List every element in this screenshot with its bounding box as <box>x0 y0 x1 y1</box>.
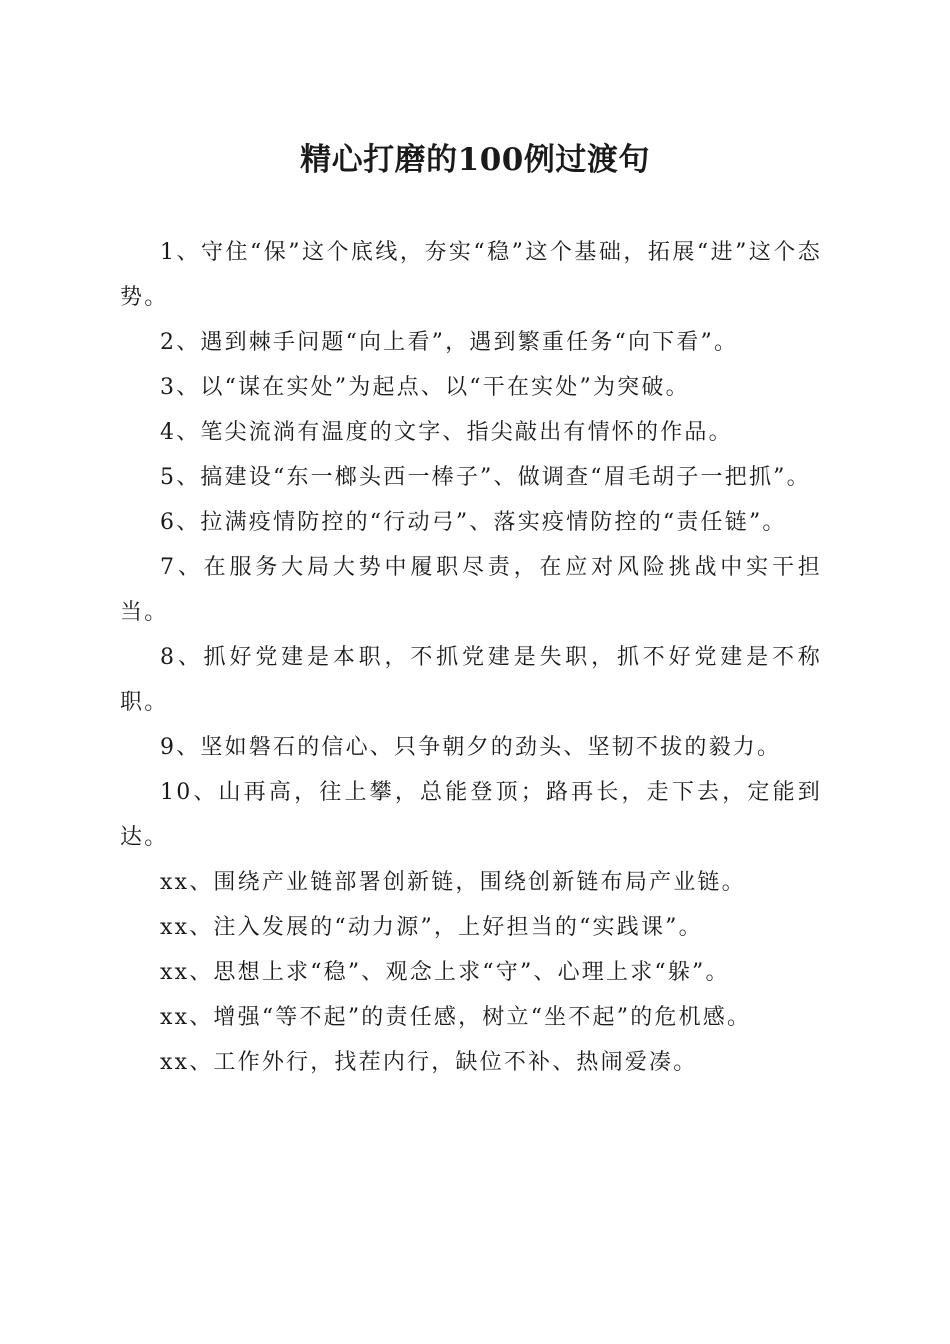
paragraph: 7、在服务大局大势中履职尽责，在应对风险挑战中实干担当。 <box>120 555 822 625</box>
paragraph: 5、搞建设“东一榔头西一棒子”、做调查“眉毛胡子一把抓”。 <box>160 465 811 490</box>
paragraph: 2、遇到棘手问题“向上看”，遇到繁重任务“向下看”。 <box>160 330 739 355</box>
document-title: 精心打磨的100例过渡句 <box>300 142 650 178</box>
paragraph: 3、以“谋在实处”为起点、以“干在实处”为突破。 <box>160 375 690 400</box>
paragraph: 9、坚如磐石的信心、只争朝夕的劲头、坚韧不拔的毅力。 <box>160 735 782 760</box>
paragraph: 1、守住“保”这个底线，夯实“稳”这个基础，拓展“进”这个态势。 <box>120 240 822 310</box>
paragraph: xx、围绕产业链部署创新链，围绕创新链布局产业链。 <box>160 870 746 895</box>
paragraph: xx、注入发展的“动力源”，上好担当的“实践课”。 <box>160 915 703 940</box>
paragraph: xx、增强“等不起”的责任感，树立“坐不起”的危机感。 <box>160 1005 752 1030</box>
paragraph: 8、抓好党建是本职，不抓党建是失职，抓不好党建是不称职。 <box>120 645 822 715</box>
paragraph: 4、笔尖流淌有温度的文字、指尖敲出有情怀的作品。 <box>160 420 733 445</box>
paragraph: 10、山再高，往上攀，总能登顶；路再长，走下去，定能到达。 <box>120 780 822 850</box>
paragraph: xx、思想上求“稳”、观念上求“守”、心理上求“躲”。 <box>160 960 730 985</box>
paragraph: 6、拉满疫情防控的“行动弓”、落实疫情防控的“责任链”。 <box>160 510 787 535</box>
document-body <box>120 230 822 1085</box>
paragraph: xx、工作外行，找茬内行，缺位不补、热闹爱凑。 <box>160 1050 698 1075</box>
